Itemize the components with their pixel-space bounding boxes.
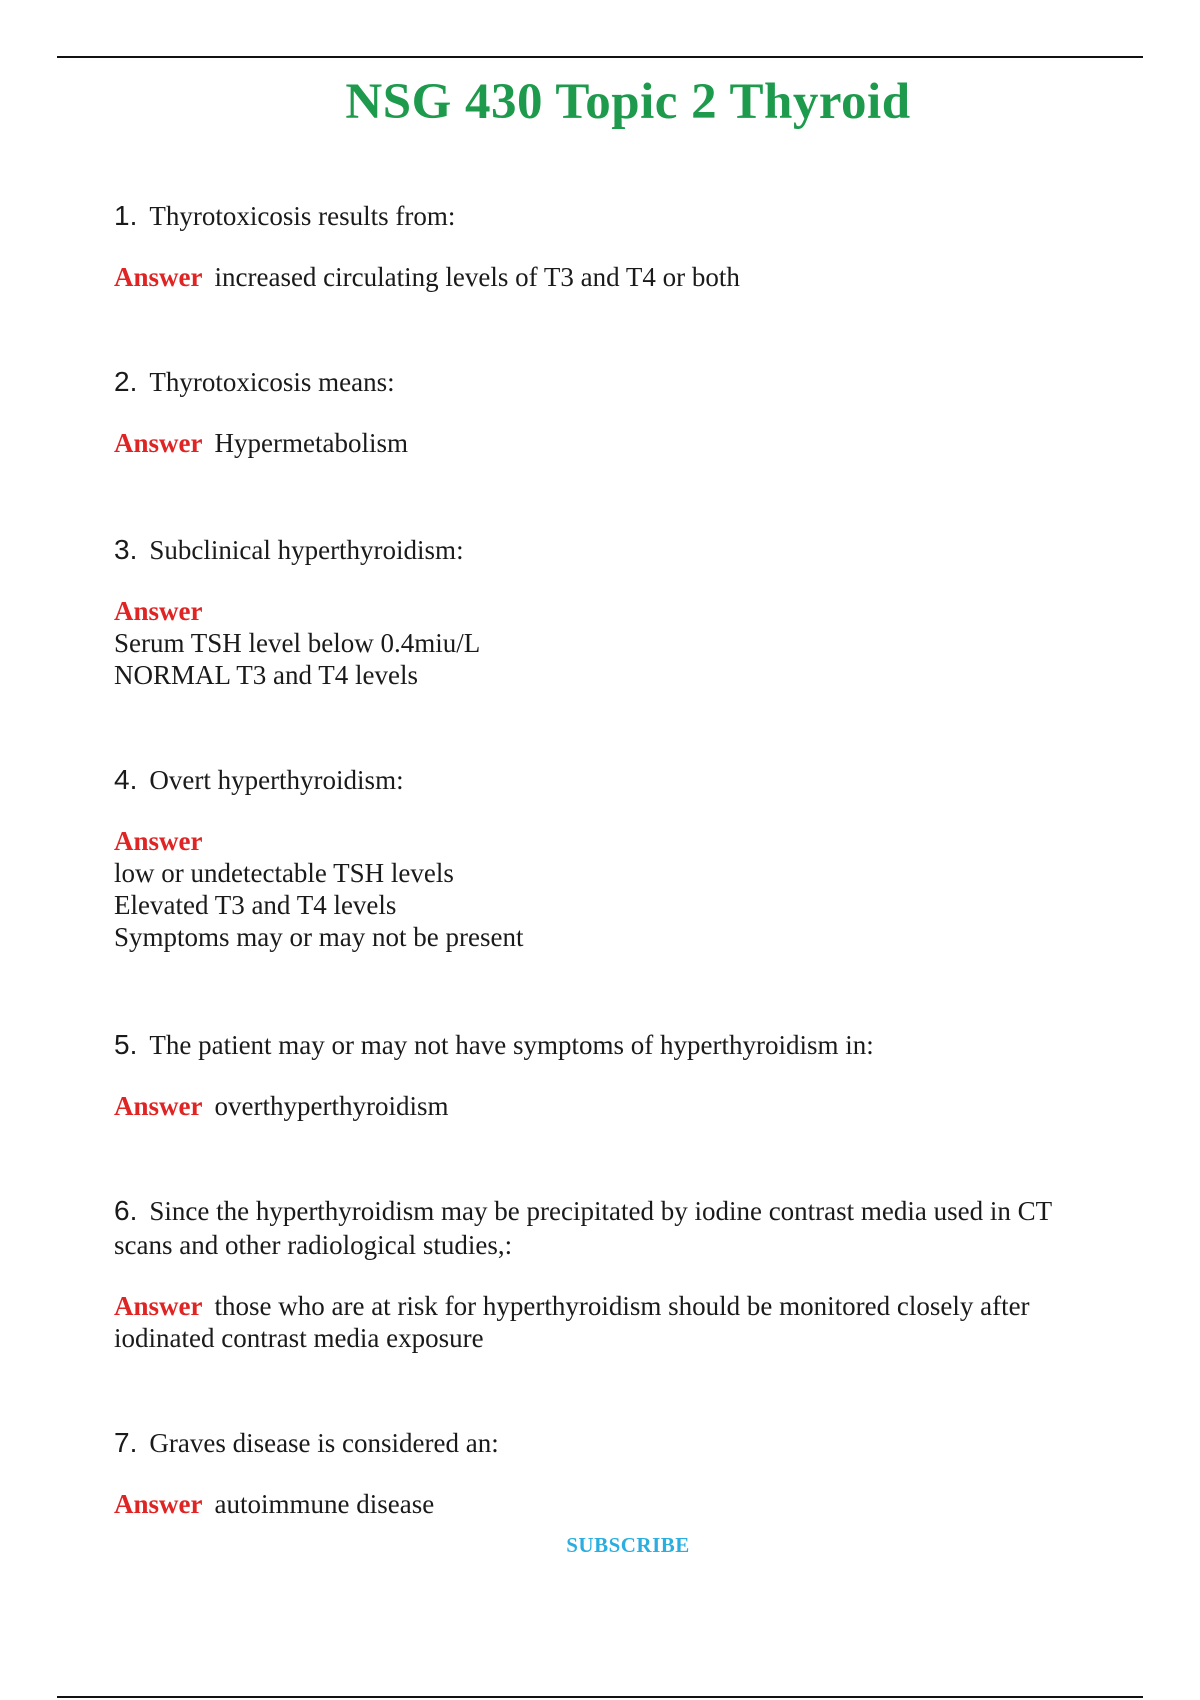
question-text: Overt hyperthyroidism: — [149, 765, 404, 795]
question-text: Since the hyperthyroidism may be precipitated by iodine contrast media used in CT scans and other radiological studies,: — [114, 1196, 1052, 1260]
question-5 — [114, 1028, 1104, 1062]
answer-text: increased circulating levels of T3 and T4 or both — [214, 262, 740, 292]
answer-line: low or undetectable TSH levels — [114, 858, 454, 888]
answer-text: overthyperthyroidism — [214, 1091, 449, 1121]
question-4 — [114, 763, 1104, 797]
question-number: 7. — [114, 1427, 138, 1458]
answer-line: Symptoms may or may not be present — [114, 922, 524, 952]
answer-line: Serum TSH level below 0.4miu/L — [114, 628, 481, 658]
qa-item-3 — [114, 533, 1104, 691]
question-number: 2. — [114, 366, 138, 397]
question-number: 6. — [114, 1195, 138, 1226]
question-6 — [114, 1194, 1104, 1262]
subscribe-link[interactable]: SUBSCRIBE — [566, 1533, 690, 1557]
answer-label: Answer — [114, 1291, 203, 1321]
qa-item-4 — [114, 763, 1104, 953]
question-number: 1. — [114, 200, 138, 231]
answer-6 — [114, 1290, 1104, 1354]
question-text: Thyrotoxicosis means: — [149, 367, 395, 397]
question-number: 3. — [114, 534, 138, 565]
answer-2 — [114, 427, 1104, 459]
qa-item-5 — [114, 1028, 1104, 1122]
question-1 — [114, 199, 1104, 233]
answer-label: Answer — [114, 1489, 203, 1519]
question-text: Thyrotoxicosis results from: — [149, 201, 456, 231]
qa-item-7 — [114, 1426, 1104, 1520]
answer-line: NORMAL T3 and T4 levels — [114, 660, 418, 690]
answer-text: autoimmune disease — [214, 1489, 435, 1519]
answer-label: Answer — [114, 262, 203, 292]
answer-4 — [114, 825, 1104, 953]
answer-text: those who are at risk for hyperthyroidism should be monitored closely after iodinated contrast media exposure — [114, 1291, 1030, 1353]
qa-item-6 — [114, 1194, 1104, 1354]
question-text: The patient may or may not have symptoms of hyperthyroidism in: — [149, 1030, 874, 1060]
answer-label: Answer — [114, 1091, 203, 1121]
answer-1 — [114, 261, 1104, 293]
qa-item-2 — [114, 365, 1104, 459]
answer-label: Answer — [114, 428, 203, 458]
answer-5 — [114, 1090, 1104, 1122]
qa-item-1 — [114, 199, 1104, 293]
answer-7 — [114, 1488, 1104, 1520]
question-7 — [114, 1426, 1104, 1460]
answer-3 — [114, 595, 1104, 691]
question-2 — [114, 365, 1104, 399]
question-text: Graves disease is considered an: — [149, 1428, 499, 1458]
answer-label: Answer — [114, 826, 203, 856]
question-number: 5. — [114, 1029, 138, 1060]
question-text: Subclinical hyperthyroidism: — [149, 535, 464, 565]
answer-text: Hypermetabolism — [214, 428, 408, 458]
answer-label: Answer — [114, 596, 203, 626]
document-title: NSG 430 Topic 2 Thyroid — [345, 74, 911, 130]
top-rule — [57, 56, 1143, 58]
answer-line: Elevated T3 and T4 levels — [114, 890, 397, 920]
question-number: 4. — [114, 764, 138, 795]
question-3 — [114, 533, 1104, 567]
bottom-rule — [57, 1696, 1143, 1698]
